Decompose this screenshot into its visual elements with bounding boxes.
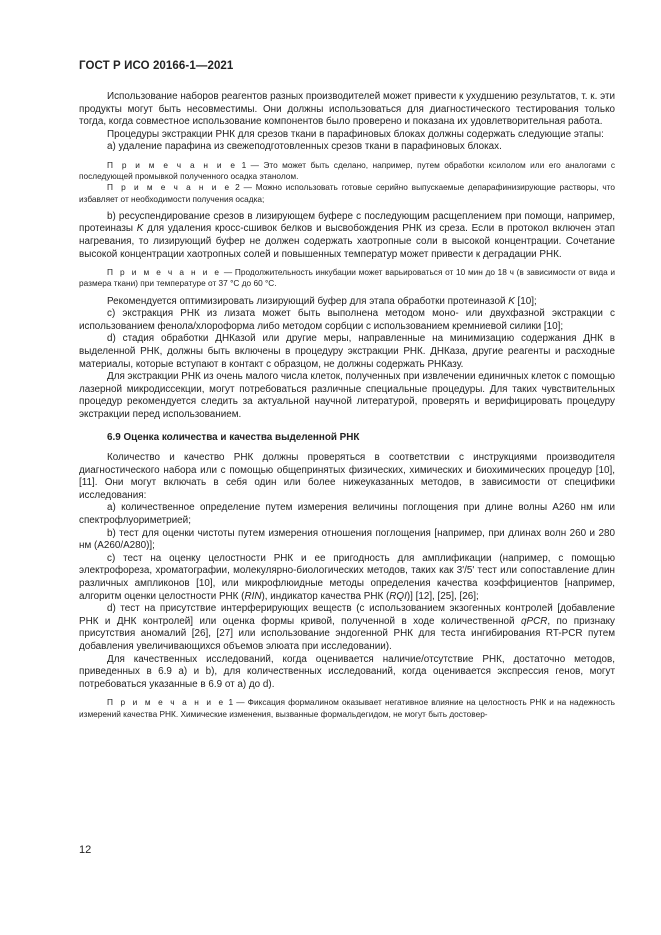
section-heading: 6.9 Оценка количества и качества выделенной РНК: [107, 431, 360, 443]
note-text: 1 — Это может быть сделано, например, путем обработки ксилолом или его аналогами с последующей промывкой полученного осадка этанолом.: [79, 159, 615, 182]
document-header: ГОСТ Р ИСО 20166-1—2021: [79, 60, 234, 72]
note-paragraph: [79, 160, 615, 182]
paragraph: а) количественное определение путем измерения величины поглощения при длине волны А260 нм или спектрофлуориметрией;: [79, 502, 615, 527]
note-label: П р и м е ч а н и е: [107, 159, 238, 170]
paragraph: а) удаление парафина из свежеподготовленных срезов ткани в парафиновых блоках.: [107, 141, 502, 153]
note-text: 1 — Фиксация формалином оказывает негативное влияние на целостность РНК и на надежность измерений качества РНК. Химические изменения, вызванные формальдегидом, не могут быть достовер-: [79, 697, 615, 719]
paragraph: d) тест на присутствие интерферирующих веществ (с использованием экзогенных контролей [добавление РНК и ДНК контролей] или оценка формы кривой, полученной в ходе количественной qPCR, по признаку присутствия аномалий [26], [27] или использование эндогенной РНК для теста ингибирования RT-PCR путем добавления увеличивающихся объемов элюата при исследовании).: [79, 603, 615, 652]
note-paragraph: [79, 182, 615, 204]
paragraph: Рекомендуется оптимизировать лизирующий буфер для этапа обработки протеиназой K [10];: [107, 295, 537, 307]
note-text: — Продолжительность инкубации может варьироваться от 10 мин до 18 ч (в зависимости от вида и размера ткани) при температуре от 37 °С до 60 °С.: [79, 267, 615, 289]
paragraph: b) ресуспендирование срезов в лизирующем буфере с последующим расщеплением при помощи, например, протеиназы K для удаления кросс-сшивок белков и высвобождения РНК из среза. Если в протокол включен этап нагревания, то лизирующий буфер не должен содержать хаотропные соли в высокой концентрации. Сочетание высокой концентрации хаотропных солей и повышенных температур может привести к деградации РНК.: [79, 210, 615, 260]
paragraph: d) стадия обработки ДНКазой или другие меры, направленные на минимизацию содержания ДНК в выделенной РНК, должны быть включены в процедуру экстракции РНК. ДНКаза, другие реагенты и расходные материалы, которые вступают в контакт с образцом, не должны содержать РНКазу.: [79, 333, 615, 370]
paragraph: Процедуры экстракции РНК для срезов ткани в парафиновых блоках должны содержать следующие этапы:: [107, 128, 604, 140]
note-text: 2 — Можно использовать готовые серийно выпускаемые депарафинизирующие растворы, что избавляет от необходимости получения осадка;: [79, 182, 615, 204]
note-label: П р и м е ч а н и е: [107, 697, 226, 708]
note-label: П р и м е ч а н и е: [107, 182, 232, 193]
note-label: П р и м е ч а н и е: [107, 267, 222, 278]
paragraph: Для качественных исследований, когда оценивается наличие/отсутствие РНК, достаточно методов, приведенных в 6.9 а) и b), для количественных исследований, когда оценивается экспрессия генов, могут потребоваться указанные в 6.9 от а) до d).: [79, 653, 615, 690]
paragraph: Использование наборов реагентов разных производителей может привести к ухудшению результатов, т. к. эти продукты могут быть несовместимы. Они должны использоваться для диагностического тестирования только тогда, когда совместное использование компонентов было проверено и показана их удовлетворительная работа.: [79, 91, 615, 128]
paragraph: с) тест на оценку целостности РНК и ее пригодность для амплификации (например, с помощью электрофореза, хроматографии, молекулярно-биологических методов, таких как 3'/5' тест или сопоставление длин различных ампликонов [10], или микрофлюидные методы определения качества коэффициентов [например, алгоритм оценки целостности РНК (RIN), индикатор качества РНК (RQI)] [12], [25], [26];: [79, 552, 615, 602]
note-paragraph: [79, 267, 615, 289]
page-number: 12: [79, 844, 92, 856]
note-paragraph: [79, 697, 615, 719]
paragraph: Для экстракции РНК из очень малого числа клеток, полученных при извлечении единичных клеток с помощью лазерной микродиссекции, могут потребоваться различные специальные процедуры. Для таких чувствительных процедур рекомендуется следить за актуальной научной литературой, проверять и верифицировать процедуру экстракции перед использованием.: [79, 371, 615, 420]
document-body: [79, 91, 615, 720]
paragraph: Количество и качество РНК должны проверяться в соответствии с инструкциями производителя диагностического набора или с помощью общепринятых физических, химических и биохимических процедур [10], [11]. Они могут включать в себя один или более нижеуказанных методов, в зависимости от специфики исследования:: [79, 452, 615, 501]
paragraph: b) тест для оценки чистоты путем измерения отношения поглощения [например, при длинах волн 260 и 280 нм (А260/А280)];: [79, 527, 615, 552]
paragraph: с) экстракция РНК из лизата может быть выполнена методом моно- или двухфазной экстракции с использованием фенола/хлороформа либо методом сорбции с использованием кремниевой силики [10];: [79, 308, 615, 332]
